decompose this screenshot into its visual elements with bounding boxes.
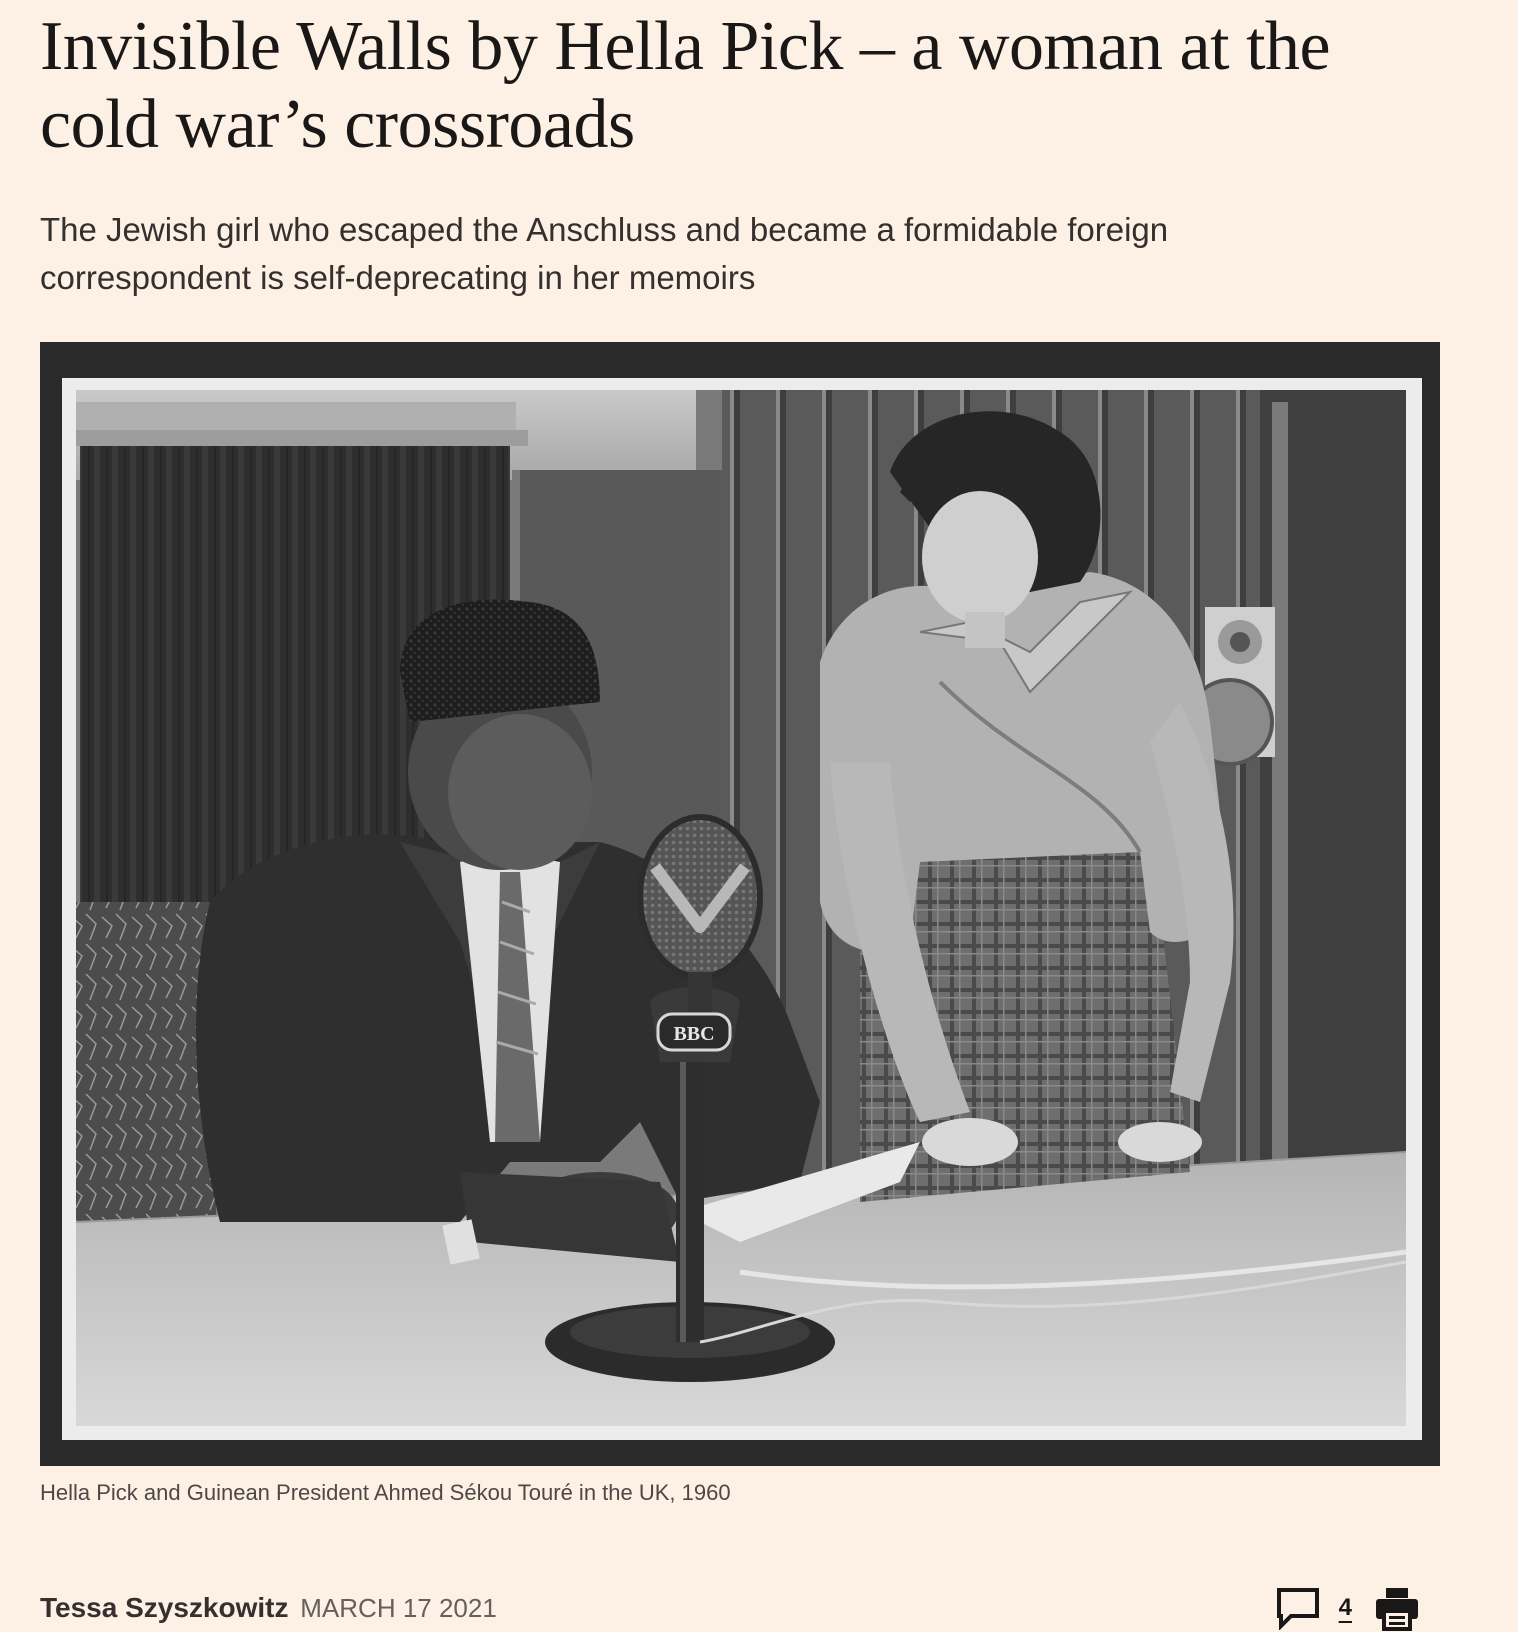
speech-bubble-icon [1275, 1586, 1321, 1630]
article-tools [1275, 1584, 1420, 1632]
article-photo [40, 342, 1440, 1466]
print-button[interactable] [1374, 1585, 1420, 1631]
comment-count: 4 [1338, 1594, 1352, 1621]
printer-icon [1374, 1585, 1420, 1631]
author-link[interactable]: Tessa Szyszkowitz [40, 1592, 289, 1623]
bbc-badge-text: BBC [673, 1023, 715, 1045]
comments-button[interactable] [1275, 1586, 1352, 1630]
byline [40, 1590, 497, 1626]
image-caption: Hella Pick and Guinean President Ahmed Sékou Touré in the UK, 1960 [40, 1480, 731, 1505]
article-headline: Invisible Walls by Hella Pick – a woman at the cold war’s crossroads [40, 8, 1331, 163]
article-standfirst: The Jewish girl who escaped the Anschluss and became a formidable foreign correspondent is self-deprecating in her memoirs [40, 211, 1169, 296]
article-main-image [40, 342, 1440, 1466]
publish-date: MARCH 17 2021 [300, 1593, 497, 1623]
